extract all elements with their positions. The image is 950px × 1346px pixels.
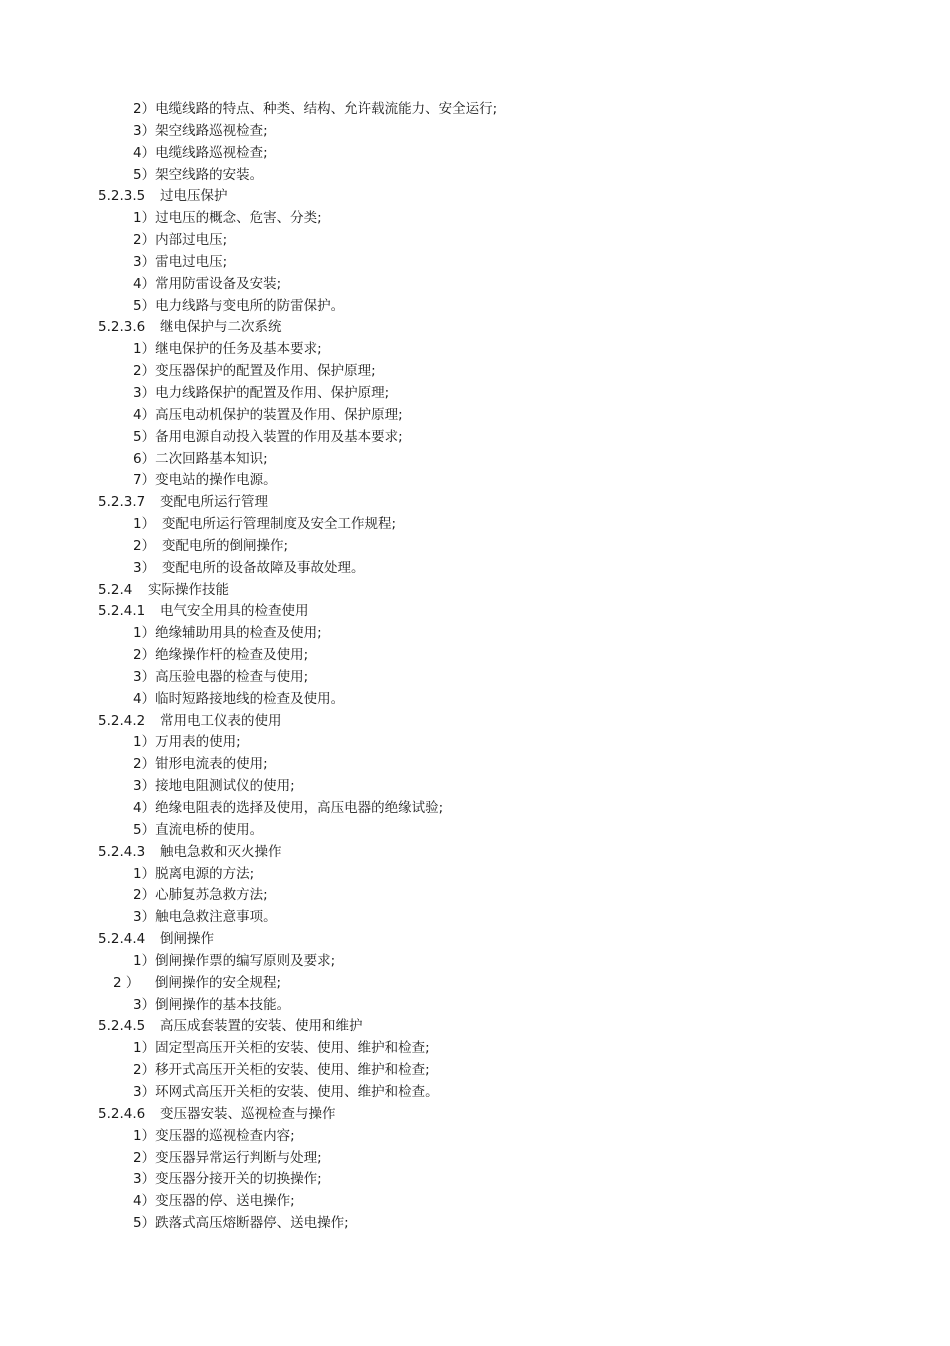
line-text: 绝缘操作杆的检查及使用; (155, 647, 309, 664)
list-item (0, 623, 950, 645)
list-item (0, 536, 950, 558)
section-heading (0, 1016, 950, 1038)
line-number: 3） (133, 996, 156, 1013)
line-number: 2） (133, 232, 156, 249)
list-item (0, 1082, 950, 1104)
line-number: 1） (133, 1040, 156, 1057)
line-number: 2） (133, 756, 156, 773)
line-number: 5.2.4.5 (98, 1018, 146, 1035)
list-item (0, 1060, 950, 1082)
line-number: 2） (133, 1149, 156, 1166)
line-text: 跌落式高压熔断器停、送电操作; (155, 1215, 349, 1232)
line-number: 2） (133, 647, 156, 664)
line-number: 2） (133, 537, 156, 554)
line-number: 3） (133, 1083, 156, 1100)
line-number: 7） (133, 472, 156, 489)
line-text: 电缆线路的特点、种类、结构、允许载流能力、安全运行; (155, 101, 498, 117)
line-number: 2） (133, 101, 156, 117)
line-number: 5） (133, 297, 156, 314)
line-text: 继电保护与二次系统 (160, 319, 282, 336)
line-text: 变电站的操作电源。 (155, 472, 277, 489)
line-text: 倒闸操作 (160, 931, 214, 948)
list-item (0, 645, 950, 667)
line-text: 过电压的概念、危害、分类; (155, 210, 322, 227)
line-text: 高压电动机保护的装置及作用、保护原理; (155, 406, 403, 423)
list-item (0, 121, 950, 143)
line-text: 备用电源自动投入装置的作用及基本要求; (155, 428, 403, 445)
section-heading (0, 492, 950, 514)
list-item (0, 296, 950, 318)
line-number: 5.2.4 (98, 581, 133, 598)
line-number: 2 ） (113, 974, 140, 991)
line-number: 5） (133, 166, 156, 183)
line-text: 变压器异常运行判断与处理; (155, 1149, 322, 1166)
line-text: 变配电所的倒闸操作; (162, 537, 289, 554)
line-number: 1） (133, 865, 156, 882)
line-text: 电力线路保护的配置及作用、保护原理; (155, 384, 390, 401)
list-item (0, 732, 950, 754)
line-number: 4） (133, 144, 156, 161)
line-text: 移开式高压开关柜的安装、使用、维护和检查; (155, 1062, 430, 1079)
line-number: 1） (133, 516, 156, 533)
line-text: 变压器分接开关的切换操作; (155, 1171, 322, 1188)
line-text: 雷电过电压; (155, 253, 228, 270)
line-text: 绝缘电阻表的选择及使用，高压电器的绝缘试验; (155, 800, 444, 816)
line-text: 变压器的巡视检查内容; (155, 1127, 295, 1144)
line-text: 变配电所运行管理制度及安全工作规程; (162, 516, 397, 533)
line-number: 3） (133, 384, 156, 401)
list-item (0, 165, 950, 187)
list-item (0, 405, 950, 427)
line-text: 变配电所的设备故障及事故处理。 (162, 559, 365, 576)
line-number: 1） (133, 952, 156, 969)
line-number: 3） (133, 559, 156, 576)
line-text: 高压验电器的检查与使用; (155, 668, 309, 685)
line-text: 固定型高压开关柜的安装、使用、维护和检查; (155, 1040, 430, 1057)
line-number: 3） (133, 909, 156, 926)
list-item (0, 274, 950, 296)
list-item (0, 907, 950, 929)
line-text: 钳形电流表的使用; (155, 756, 268, 773)
line-text: 架空线路的安装。 (155, 166, 264, 183)
list-item (0, 1191, 950, 1213)
list-item (0, 776, 950, 798)
list-item (0, 1213, 950, 1235)
line-text: 常用防雷设备及安装; (155, 275, 282, 292)
line-text: 变压器安装、巡视检查与操作 (160, 1105, 336, 1122)
line-text: 触电急救注意事项。 (155, 909, 277, 926)
line-number: 4） (133, 1193, 156, 1210)
line-number: 1） (133, 625, 156, 642)
line-number: 5.2.4.2 (98, 712, 146, 729)
line-number: 2） (133, 887, 156, 904)
section-heading (0, 929, 950, 951)
line-number: 4） (133, 800, 156, 816)
list-item (0, 99, 950, 121)
line-text: 脱离电源的方法; (155, 865, 255, 882)
list-item (0, 1038, 950, 1060)
line-number: 5） (133, 821, 156, 838)
list-item (0, 1126, 950, 1148)
line-text: 继电保护的任务及基本要求; (155, 341, 322, 358)
line-text: 直流电桥的使用。 (155, 821, 264, 838)
list-item (0, 973, 950, 995)
line-number: 1） (133, 1127, 156, 1144)
list-item (0, 754, 950, 776)
line-number: 3） (133, 778, 156, 795)
line-text: 万用表的使用; (155, 734, 241, 751)
line-number: 1） (133, 734, 156, 751)
line-number: 4） (133, 406, 156, 423)
list-item (0, 1148, 950, 1170)
line-number: 6） (133, 450, 156, 467)
line-number: 4） (133, 690, 156, 707)
list-item (0, 361, 950, 383)
line-number: 5.2.3.7 (98, 494, 146, 511)
line-text: 接地电阻测试仪的使用; (155, 778, 295, 795)
list-item (0, 995, 950, 1017)
line-text: 绝缘辅助用具的检查及使用; (155, 625, 322, 642)
line-number: 5） (133, 1215, 156, 1232)
list-item (0, 383, 950, 405)
list-item (0, 339, 950, 361)
line-number: 2） (133, 1062, 156, 1079)
list-item (0, 864, 950, 886)
line-number: 5.2.3.6 (98, 319, 146, 336)
line-number: 3） (133, 253, 156, 270)
section-heading (0, 842, 950, 864)
line-text: 倒闸操作票的编写原则及要求; (155, 952, 336, 969)
line-number: 5.2.4.6 (98, 1105, 146, 1122)
line-text: 内部过电压; (155, 232, 228, 249)
list-item (0, 689, 950, 711)
document-body (0, 99, 950, 1235)
section-heading (0, 317, 950, 339)
line-number: 1） (133, 210, 156, 227)
list-item (0, 951, 950, 973)
line-text: 倒闸操作的基本技能。 (155, 996, 291, 1013)
section-heading (0, 186, 950, 208)
line-text: 电气安全用具的检查使用 (160, 603, 309, 620)
line-text: 心肺复苏急救方法; (155, 887, 268, 904)
line-text: 变压器保护的配置及作用、保护原理; (155, 363, 376, 380)
line-number: 3） (133, 1171, 156, 1188)
line-text: 环网式高压开关柜的安装、使用、维护和检查。 (155, 1083, 439, 1100)
line-text: 二次回路基本知识; (155, 450, 268, 467)
line-number: 2） (133, 363, 156, 380)
list-item (0, 885, 950, 907)
list-item (0, 449, 950, 471)
line-number: 5） (133, 428, 156, 445)
line-text: 实际操作技能 (148, 581, 229, 598)
line-number: 5.2.4.3 (98, 843, 146, 860)
line-text: 倒闸操作的安全规程; (155, 974, 282, 991)
list-item (0, 558, 950, 580)
line-text: 架空线路巡视检查; (155, 122, 268, 139)
line-text: 高压成套装置的安装、使用和维护 (160, 1018, 363, 1035)
list-item (0, 230, 950, 252)
list-item (0, 514, 950, 536)
list-item (0, 667, 950, 689)
line-number: 5.2.3.5 (98, 188, 146, 205)
list-item (0, 143, 950, 165)
list-item (0, 252, 950, 274)
line-text: 电力线路与变电所的防雷保护。 (155, 297, 345, 314)
list-item (0, 470, 950, 492)
line-text: 变配电所运行管理 (160, 494, 268, 511)
section-heading (0, 1104, 950, 1126)
line-number: 5.2.4.4 (98, 931, 146, 948)
line-text: 变压器的停、送电操作; (155, 1193, 295, 1210)
section-heading (0, 580, 950, 602)
list-item (0, 820, 950, 842)
list-item (0, 427, 950, 449)
line-number: 4） (133, 275, 156, 292)
section-heading (0, 601, 950, 623)
line-text: 临时短路接地线的检查及使用。 (155, 690, 345, 707)
line-text: 触电急救和灭火操作 (160, 843, 282, 860)
list-item (0, 798, 950, 820)
list-item (0, 1169, 950, 1191)
section-heading (0, 711, 950, 733)
line-text: 电缆线路巡视检查; (155, 144, 268, 161)
line-text: 常用电工仪表的使用 (160, 712, 282, 729)
line-number: 5.2.4.1 (98, 603, 146, 620)
line-number: 1） (133, 341, 156, 358)
line-text: 过电压保护 (160, 188, 228, 205)
line-number: 3） (133, 122, 156, 139)
line-number: 3） (133, 668, 156, 685)
list-item (0, 208, 950, 230)
